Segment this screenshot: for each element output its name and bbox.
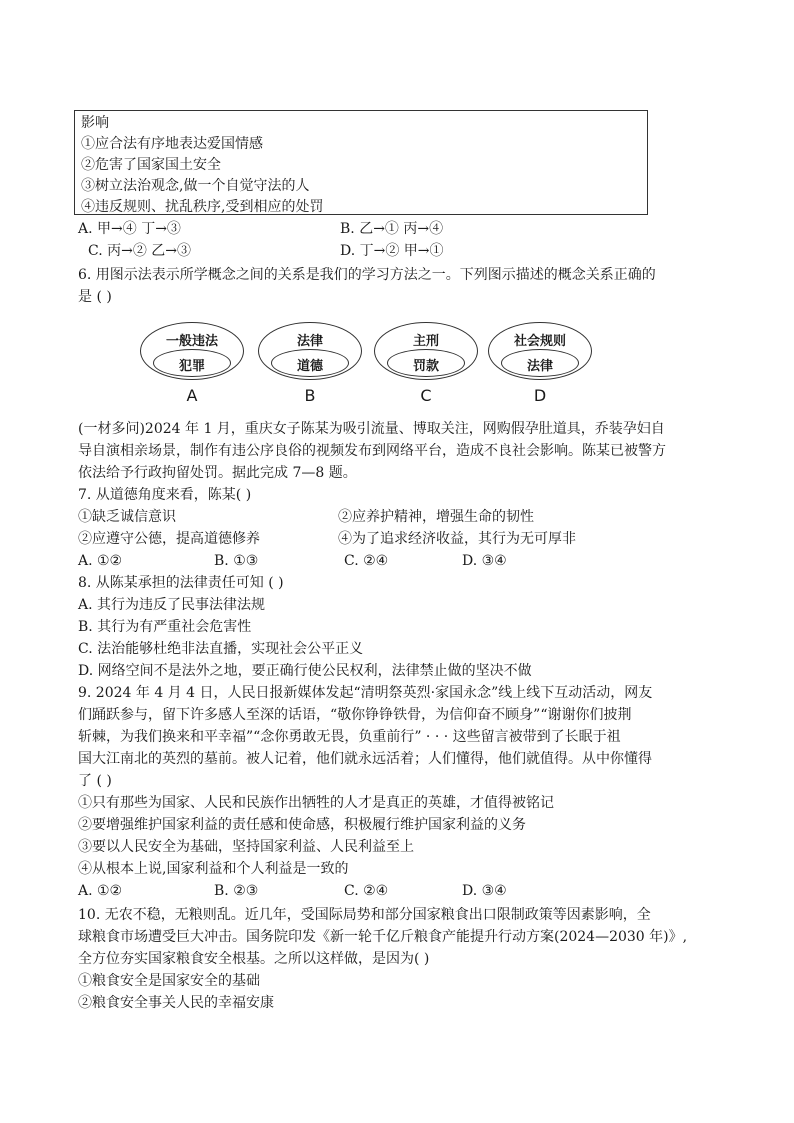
q7-stem: 7. 从道德角度来看，陈某( ) [78,487,252,503]
q8-option-a: A. 其行为违反了民事法律法规 [78,597,266,613]
diagram-c-inner-label: 罚款 [412,359,439,374]
q8-option-c: C. 法治能够杜绝非法直播，实现社会公平正义 [78,641,364,657]
diagram-a-inner-label: 犯罪 [178,359,205,374]
q6-stem-line-2: 是 ( ) [78,289,112,305]
q7-statement-1: ①缺乏诚信意识 [78,509,176,525]
diagram-a-letter: A [186,386,198,405]
q9-stem-line-5: 了 ( ) [78,773,112,789]
diagram-a-outer-label: 一般违法 [165,334,218,349]
q8-option-b: B. 其行为有严重社会危害性 [78,619,252,635]
diagram-b-inner-label: 道德 [296,359,323,374]
diagram-c-outer-label: 主刑 [412,334,439,349]
q5-option-d: D. 丁→② 甲→① [340,243,444,259]
q9-stem-line-4: 国大江南北的英烈的墓前。被人记着，他们就永远活着；人们懂得，他们就值得。从中你懂得 [78,751,652,767]
diagram-c-letter: C [420,386,432,405]
box-item-2: ②危害了国家国土安全 [81,157,221,173]
q9-option-b: B. ②③ [214,883,259,899]
q7-option-c: C. ②④ [344,553,389,569]
q8-stem: 8. 从陈某承担的法律责任可知 ( ) [78,575,284,591]
q10-stem-line-3: 全方位夯实国家粮食安全根基。之所以这样做，是因为( ) [78,951,430,967]
q7-statement-4: ④为了追求经济收益，其行为无可厚非 [338,531,576,547]
diagram-c [374,322,482,408]
q7-option-d: D. ③④ [462,553,507,569]
q9-statement-2: ②要增强维护国家利益的责任感和使命感，积极履行维护国家利益的义务 [78,817,526,833]
q10-statement-1: ①粮食安全是国家安全的基础 [78,973,260,989]
diagram-d-inner-label: 法律 [526,359,553,374]
q9-option-a: A. ①② [78,883,123,899]
q9-option-c: C. ②④ [344,883,389,899]
q5-option-a: A. 甲→④ 丁→③ [78,221,181,237]
diagram-b [258,322,366,408]
q7-option-a: A. ①② [78,553,123,569]
q5-option-b: B. 乙→① 丙→④ [340,221,444,237]
material-line-1: (一材多问)2024 年 1 月，重庆女子陈某为吸引流量、博取关注，网购假孕肚道具，乔装孕妇自 [78,421,665,437]
q9-option-d: D. ③④ [462,883,507,899]
material-line-2: 导自演相亲场景，制作有违公序良俗的视频发布到网络平台，造成不良社会影响。陈某已被警方 [78,443,666,459]
q9-stem-line-2: 们踊跃参与，留下许多感人至深的话语，“敬你铮铮铁骨，为信仰奋不顾身”“谢谢你们披荆 [78,707,632,723]
diagram-d-letter: D [533,386,547,405]
influence-box [74,110,648,215]
q7-statement-3: ②应遵守公德，提高道德修养 [78,531,260,547]
diagram-d-outer-label: 社会规则 [513,334,566,349]
concept-diagrams [140,322,600,408]
q5-option-c: C. 丙→② 乙→③ [88,243,192,259]
box-item-4: ④违反规则、扰乱秩序,受到相应的处罚 [81,199,324,215]
q9-statement-4: ④从根本上说,国家利益和个人利益是一致的 [78,861,349,877]
box-heading: 影响 [81,115,109,131]
q10-stem-line-1: 10. 无农不稳，无粮则乱。近几年，受国际局势和部分国家粮食出口限制政策等因素影响，全 [78,907,651,923]
q9-statement-1: ①只有那些为国家、人民和民族作出牺牲的人才是真正的英雄，才值得被铭记 [78,795,554,811]
q10-stem-line-2: 球粮食市场遭受巨大冲击。国务院印发《新一轮千亿斤粮食产能提升行动方案(2024—2030 年)》, [78,929,688,945]
q6-stem-line-1: 6. 用图示法表示所学概念之间的关系是我们的学习方法之一。下列图示描述的概念关系正确的 [78,267,656,283]
material-line-3: 依法给予行政拘留处罚。据此完成 7—8 题。 [78,465,357,481]
q9-stem-line-3: 斩棘，为我们换来和平幸福”“念你勇敢无畏，负重前行” · · · 这些留言被带到了长眠于祖 [78,729,621,745]
q10-statement-2: ②粮食安全事关人民的幸福安康 [78,995,274,1011]
q9-statement-3: ③要以人民安全为基础，坚持国家利益、人民利益至上 [78,839,414,855]
q9-stem-line-1: 9. 2024 年 4 月 4 日，人民日报新媒体发起“清明祭英烈·家国永念”线上线下互动活动，网友 [78,685,653,701]
diagram-d [488,322,596,408]
q7-statement-2: ②应养护精神，增强生命的韧性 [338,509,534,525]
q8-option-d: D. 网络空间不是法外之地，要正确行使公民权利，法律禁止做的坚决不做 [78,663,532,679]
diagram-a [140,322,248,408]
box-item-1: ①应合法有序地表达爱国情感 [81,136,263,152]
q7-option-b: B. ①③ [214,553,259,569]
diagram-b-letter: B [304,386,316,405]
box-item-3: ③树立法治观念,做一个自觉守法的人 [81,178,310,194]
diagram-b-outer-label: 法律 [296,334,323,349]
